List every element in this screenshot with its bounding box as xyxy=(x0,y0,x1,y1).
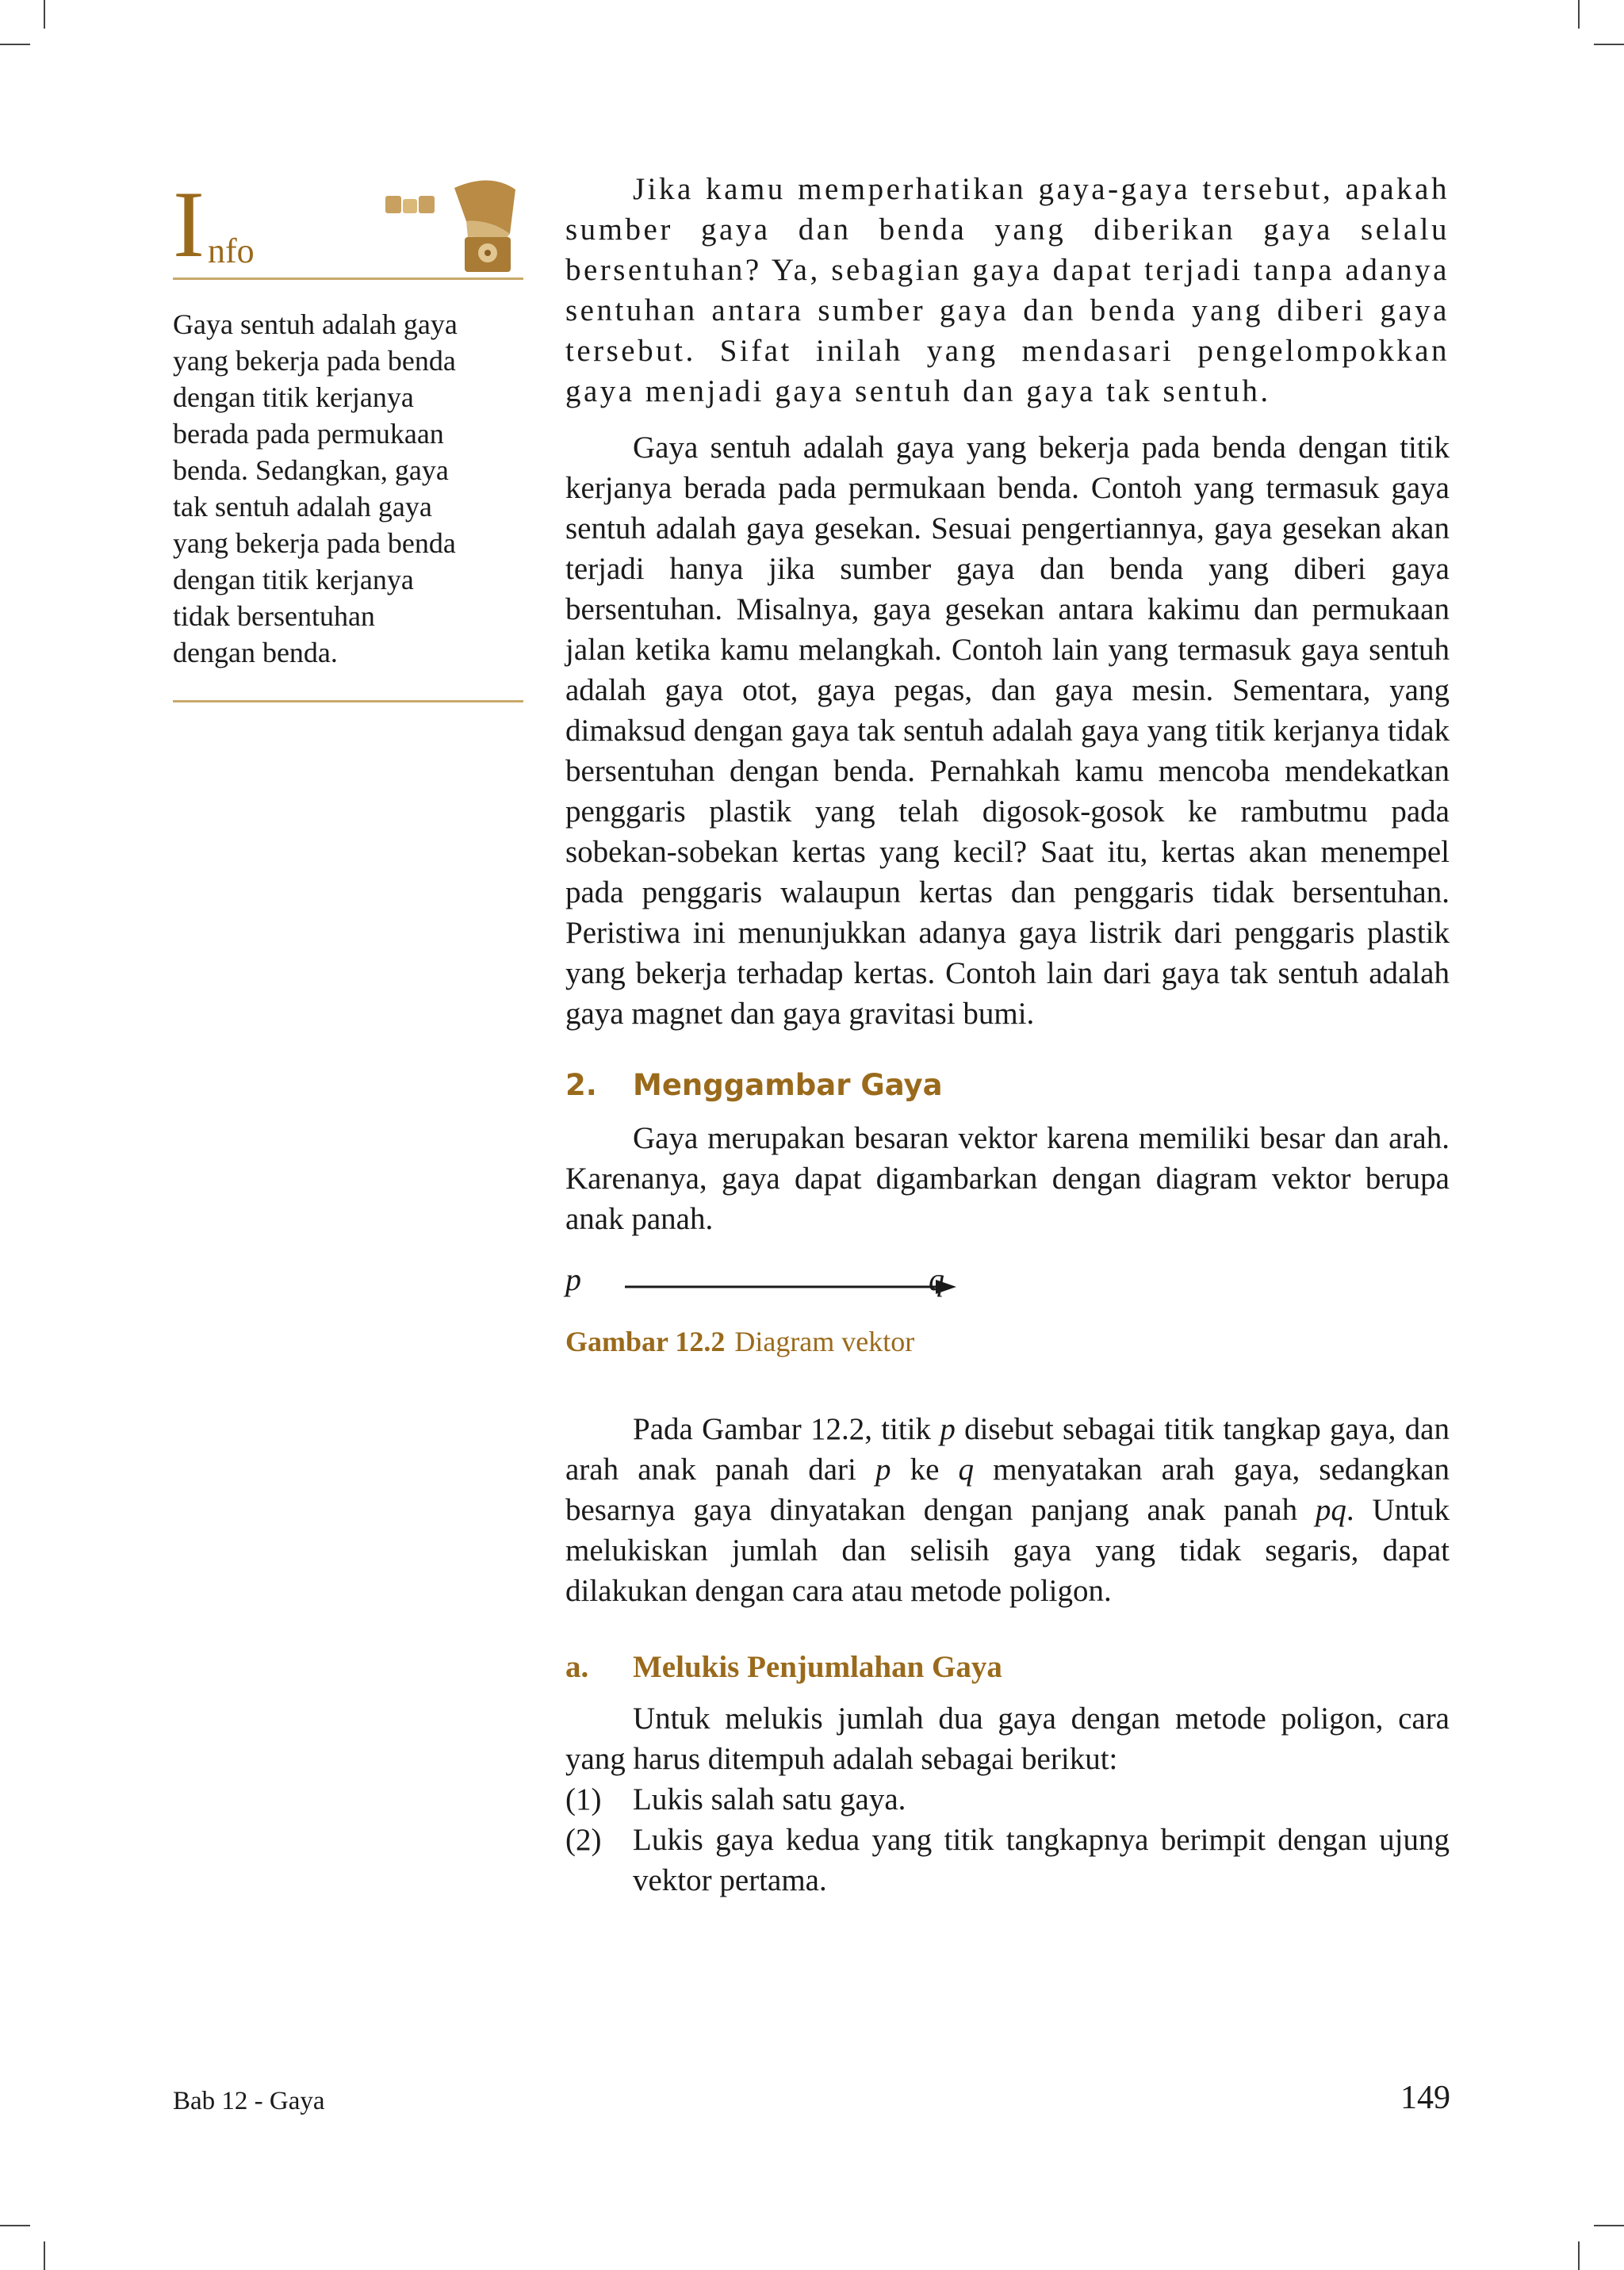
info-title-rest: nfo xyxy=(208,232,255,270)
crop-mark xyxy=(1594,2225,1624,2226)
paragraph-4 xyxy=(565,1409,1450,1611)
list-item xyxy=(565,1779,1450,1820)
italic-run: p xyxy=(940,1412,956,1446)
section-number: 2. xyxy=(565,1068,597,1102)
info-title-initial: I xyxy=(173,171,205,277)
vector-diagram xyxy=(565,1260,1450,1307)
crop-mark xyxy=(1578,2241,1580,2270)
list-item xyxy=(565,1820,1450,1901)
text-run: . Untuk melukiskan jumlah dan selisih gaya yang tidak segaris, dapat dilakukan dengan cara atau metode poligon. xyxy=(565,1493,1450,1608)
crop-mark xyxy=(1578,0,1580,29)
info-sidebar xyxy=(173,170,523,671)
list-number: (1) xyxy=(565,1782,602,1816)
list-text: Lukis gaya kedua yang titik tangkapnya berimpit dengan ujung vektor pertama. xyxy=(633,1823,1450,1897)
crop-mark xyxy=(44,2241,45,2270)
crop-mark xyxy=(0,2225,30,2226)
page-number: 149 xyxy=(1400,2080,1450,2116)
footer-chapter: Bab 12 - Gaya xyxy=(173,2087,325,2115)
list-text: Lukis salah satu gaya. xyxy=(633,1782,906,1816)
text-run: disebut sebagai titik tangkap gaya, dan arah anak panah dari xyxy=(565,1412,1450,1487)
steps-list xyxy=(565,1779,1450,1901)
crop-mark xyxy=(1594,44,1624,45)
list-number: (2) xyxy=(565,1823,602,1857)
arrow-shape xyxy=(625,1271,958,1303)
subsection-heading xyxy=(565,1648,1450,1687)
vector-label-p: p xyxy=(565,1261,581,1297)
section-title: Menggambar Gaya xyxy=(633,1068,943,1102)
subsection-title: Melukis Penjumlahan Gaya xyxy=(633,1650,1002,1684)
paragraph-1: Jika kamu memperhatikan gaya-gaya tersebut, apakah sumber gaya dan benda yang diberikan gaya selalu bersentuhan? Ya, sebagian gaya dapat terjadi tanpa adanya sentuhan antara sumber gaya dan benda yang diberi gaya tersebut. Sifat inilah yang mendasari pengelompokkan gaya menjadi gaya sentuh dan gaya tak sentuh. xyxy=(565,172,1450,408)
gramophone-icon xyxy=(379,172,522,277)
figure-caption xyxy=(565,1323,1450,1360)
crop-mark xyxy=(0,44,30,45)
info-heading xyxy=(173,170,523,280)
crop-mark xyxy=(44,0,45,29)
caption-text: Diagram vektor xyxy=(734,1326,915,1357)
paragraph-3: Gaya merupakan besaran vektor karena memiliki besar dan arah. Karenanya, gaya dapat digambarkan dengan diagram vektor berupa anak panah. xyxy=(565,1121,1450,1236)
subsection-number: a. xyxy=(565,1650,589,1684)
info-divider xyxy=(173,700,523,702)
info-text: Gaya sentuh adalah gaya yang bekerja pada benda dengan titik kerjanya berada pada permukaan benda. Sedangkan, gaya tak sentuh adalah gaya yang bekerja pada benda dengan titik kerjanya tidak bersentuhan dengan benda. xyxy=(173,308,458,668)
section-heading xyxy=(565,1066,1450,1105)
caption-label: Gambar 12.2 xyxy=(565,1326,726,1357)
italic-run: pq xyxy=(1315,1493,1346,1527)
vector-label-q: q xyxy=(929,1261,944,1297)
text-run: ke xyxy=(891,1453,959,1487)
text-run: Pada Gambar 12.2, titik xyxy=(633,1412,940,1446)
main-column xyxy=(565,169,1450,1901)
italic-run: p xyxy=(875,1453,891,1487)
paragraph-2: Gaya sentuh adalah gaya yang bekerja pada benda dengan titik kerjanya berada pada permukaan benda. Contoh yang termasuk gaya sentuh adalah gaya gesekan. Sesuai pengertiannya, gaya gesekan akan terjadi hanya jika sumber gaya dan benda yang diberi gaya bersentuhan. Misalnya, gaya gesekan antara kakimu dan permukaan jalan ketika kamu melangkah. Contoh lain yang termasuk gaya sentuh adalah gaya otot, gaya pegas, dan gaya mesin. Sementara, yang dimaksud dengan gaya tak sentuh adalah gaya yang titik kerjanya tidak bersentuhan dengan benda. Pernahkah kamu mencoba mendekatkan penggaris plastik yang telah digosok-gosok ke rambutmu pada sobekan-sobekan kertas yang kecil? Saat itu, kertas akan menempel pada penggaris walaupun kertas dan penggaris tidak bersentuhan. Peristiwa ini menunjukkan adanya gaya listrik dari penggaris plastik yang bekerja terhadap kertas. Contoh lain dari gaya tak sentuh adalah gaya magnet dan gaya gravitasi bumi. xyxy=(565,431,1450,1031)
italic-run: q xyxy=(958,1453,975,1487)
paragraph-5: Untuk melukis jumlah dua gaya dengan metode poligon, cara yang harus ditempuh adalah sebagai berikut: xyxy=(565,1702,1450,1776)
text-run: menyatakan arah gaya, sedangkan besarnya gaya dinyatakan dengan panjang anak panah xyxy=(565,1453,1450,1527)
